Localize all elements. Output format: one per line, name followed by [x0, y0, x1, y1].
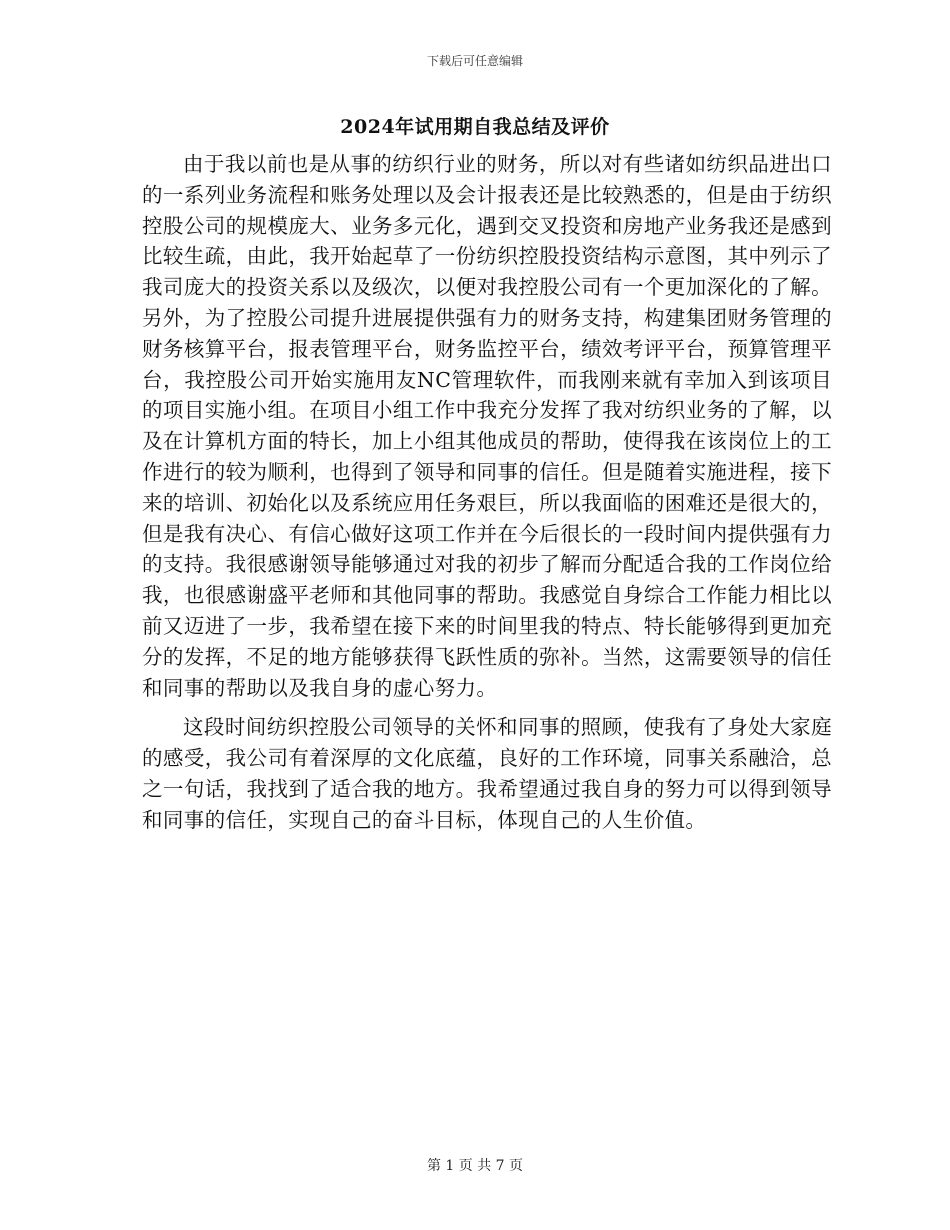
page-header-note: 下载后可任意编辑: [426, 54, 523, 68]
document-body: [142, 149, 832, 836]
body-paragraph: 这段时间纺织控股公司领导的关怀和同事的照顾，使我有了身处大家庭的感受，我公司有着深厚的文化底蕴，良好的工作环境，同事关系融洽，总之一句话，我找到了适合我的地方。我希望通过我自身的努力可以得到领导和同事的信任，实现自己的奋斗目标，体现自己的人生价值。: [142, 715, 832, 832]
page-number-footer: 第 1 页 共 7 页: [426, 1158, 524, 1174]
body-paragraph: 由于我以前也是从事的纺织行业的财务，所以对有些诸如纺织品进出口的一系列业务流程和账务处理以及会计报表还是比较熟悉的，但是由于纺织控股公司的规模庞大、业务多元化，遇到交叉投资和房地产业务我还是感到比较生疏，由此，我开始起草了一份纺织控股投资结构示意图，其中列示了我司庞大的投资关系以及级次，以便对我控股公司有一个更加深化的了解。另外，为了控股公司提升进展提供强有力的财务支持，构建集团财务管理的财务核算平台，报表管理平台，财务监控平台，绩效考评平台，预算管理平台，我控股公司开始实施用友NC管理软件，而我刚来就有幸加入到该项目的项目实施小组。在项目小组工作中我充分发挥了我对纺织业务的了解，以及在计算机方面的特长，加上小组其他成员的帮助，使得我在该岗位上的工作进行的较为顺利，也得到了领导和同事的信任。但是随着实施进程，接下来的培训、初始化以及系统应用任务艰巨，所以我面临的困难还是很大的，但是我有决心、有信心做好这项工作并在今后很长的一段时间内提供强有力的支持。我很感谢领导能够通过对我的初步了解而分配适合我的工作岗位给我，也很感谢盛平老师和其他同事的帮助。我感觉自身综合工作能力相比以前又迈进了一步，我希望在接下来的时间里我的特点、特长能够得到更加充分的发挥，不足的地方能够获得飞跃性质的弥补。当然，这需要领导的信任和同事的帮助以及我自身的虚心努力。: [142, 152, 832, 700]
document-title: 2024年试用期自我总结及评价: [340, 116, 610, 138]
